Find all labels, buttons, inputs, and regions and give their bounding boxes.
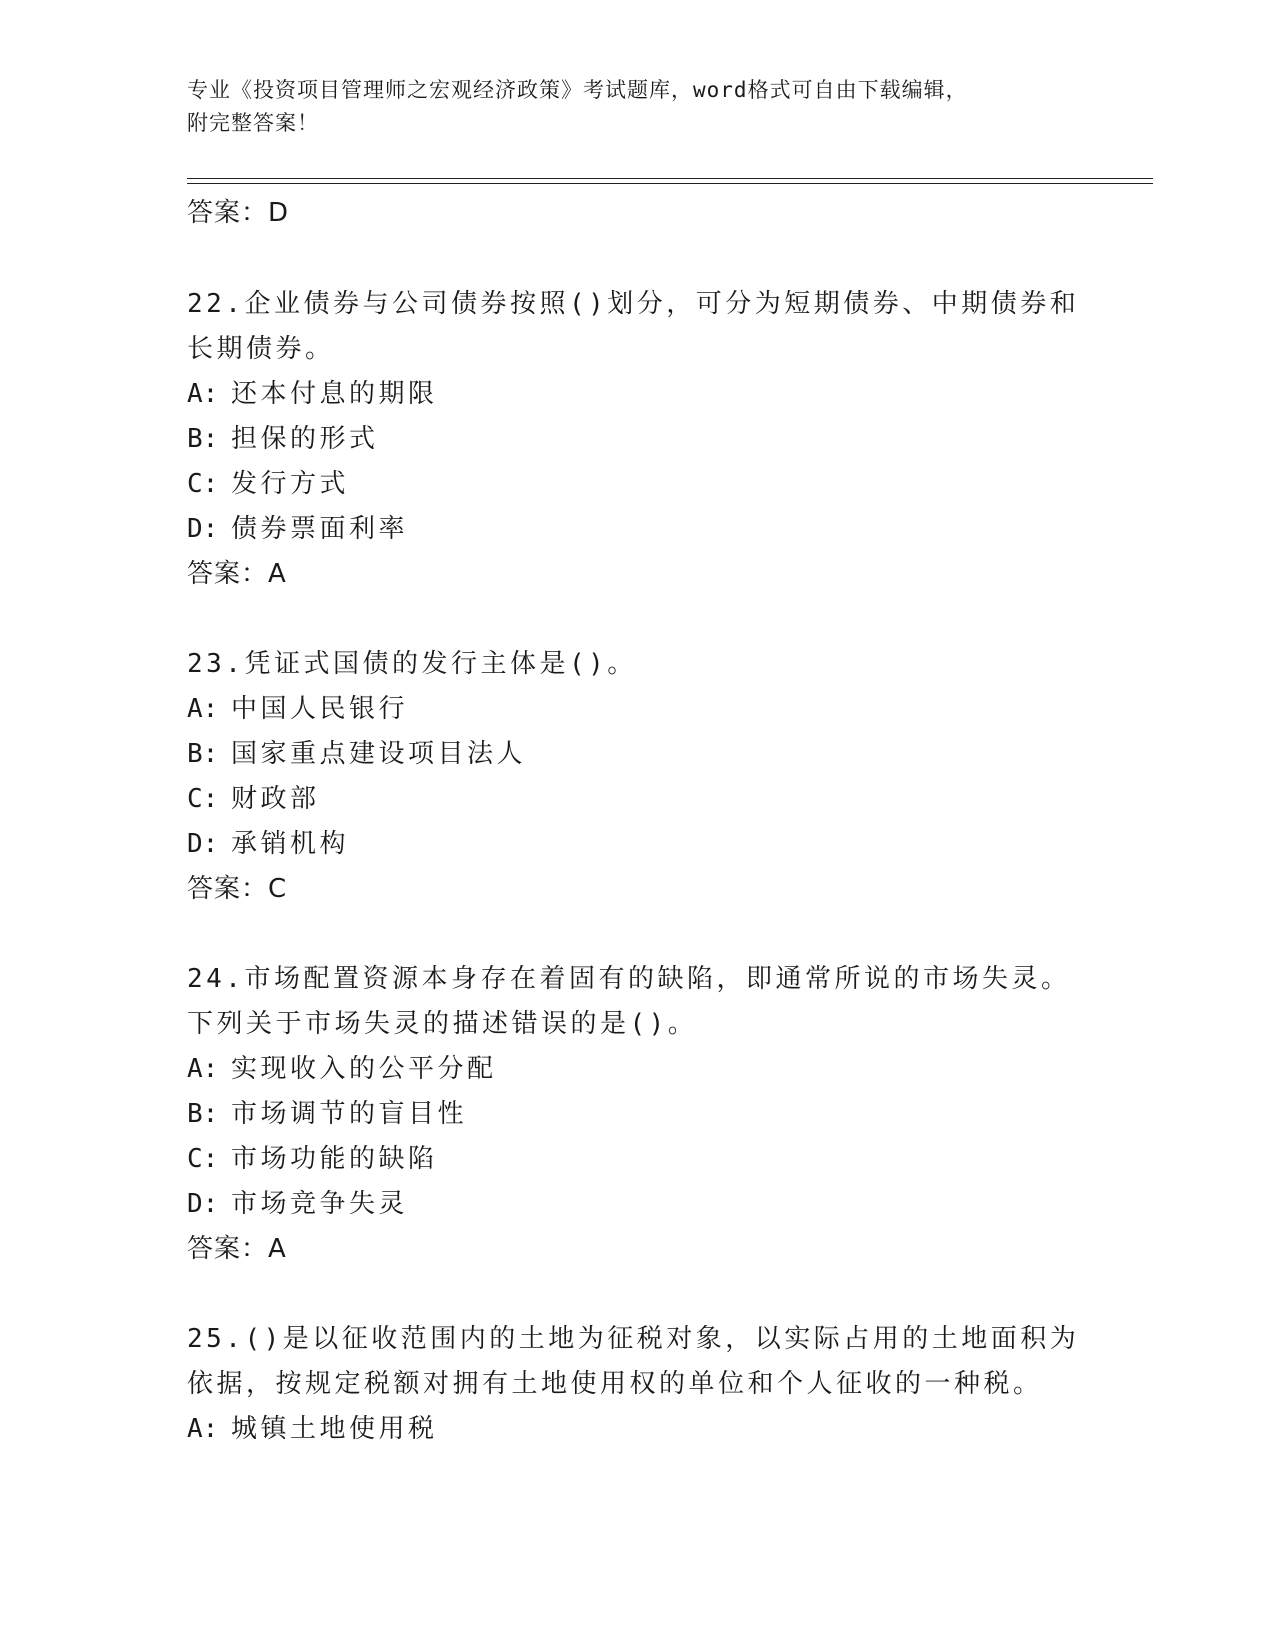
question-list [187,191,1087,1497]
option-d [187,507,1087,552]
question-stem: 23.凭证式国债的发行主体是()。 [187,649,637,679]
answer-line: 答案：A [187,559,287,589]
option-letter: A: [187,1414,219,1444]
header-line-1: 专业《投资项目管理师之宏观经济政策》考试题库，word格式可自由下载编辑， [187,78,968,102]
option-d [187,1182,1087,1227]
option-b [187,732,1087,777]
option-text: 债券票面利率 [231,514,409,544]
option-letter: C: [187,469,219,499]
option-letter: A: [187,694,219,724]
option-letter: A: [187,1054,219,1084]
option-text: 担保的形式 [231,424,379,454]
question-item [187,957,1087,1272]
option-text: 市场调节的盲目性 [231,1099,468,1129]
option-text: 市场功能的缺陷 [231,1144,438,1174]
answer-line: 答案：D [187,198,290,228]
option-a [187,1407,1087,1452]
option-text: 承销机构 [231,829,350,859]
option-letter: B: [187,1099,219,1129]
header-divider-bottom [187,183,1153,184]
question-item [187,1317,1087,1452]
option-text: 发行方式 [231,469,350,499]
option-letter: C: [187,1144,219,1174]
option-letter: A: [187,379,219,409]
option-text: 中国人民银行 [231,694,409,724]
option-a [187,687,1087,732]
header-divider-top [187,178,1153,179]
option-letter: D: [187,829,219,859]
option-text: 国家重点建设项目法人 [231,739,527,769]
question-item [187,642,1087,912]
option-c [187,1137,1087,1182]
option-letter: B: [187,424,219,454]
option-d [187,822,1087,867]
option-letter: C: [187,784,219,814]
option-text: 实现收入的公平分配 [231,1054,497,1084]
document-header [187,74,1067,140]
question-stem: 22.企业债券与公司债券按照()划分，可分为短期债券、中期债券和长期债券。 [187,289,1080,364]
question-stem: 24.市场配置资源本身存在着固有的缺陷，即通常所说的市场失灵。下列关于市场失灵的描述错误的是()。 [187,964,1071,1039]
option-c [187,462,1087,507]
header-line-2: 附完整答案！ [187,111,319,135]
option-a [187,372,1087,417]
question-item [187,282,1087,597]
option-letter: D: [187,1189,219,1219]
option-text: 市场竞争失灵 [231,1189,409,1219]
question-stem: 25.()是以征收范围内的土地为征税对象，以实际占用的土地面积为依据，按规定税额对拥有土地使用权的单位和个人征收的一种税。 [187,1324,1080,1399]
option-letter: D: [187,514,219,544]
option-a [187,1047,1087,1092]
option-letter: B: [187,739,219,769]
option-text: 还本付息的期限 [231,379,438,409]
option-text: 财政部 [231,784,320,814]
answer-line: 答案：A [187,1234,287,1264]
answer-line: 答案：C [187,874,288,904]
option-c [187,777,1087,822]
option-b [187,417,1087,462]
option-text: 城镇土地使用税 [231,1414,438,1444]
option-b [187,1092,1087,1137]
